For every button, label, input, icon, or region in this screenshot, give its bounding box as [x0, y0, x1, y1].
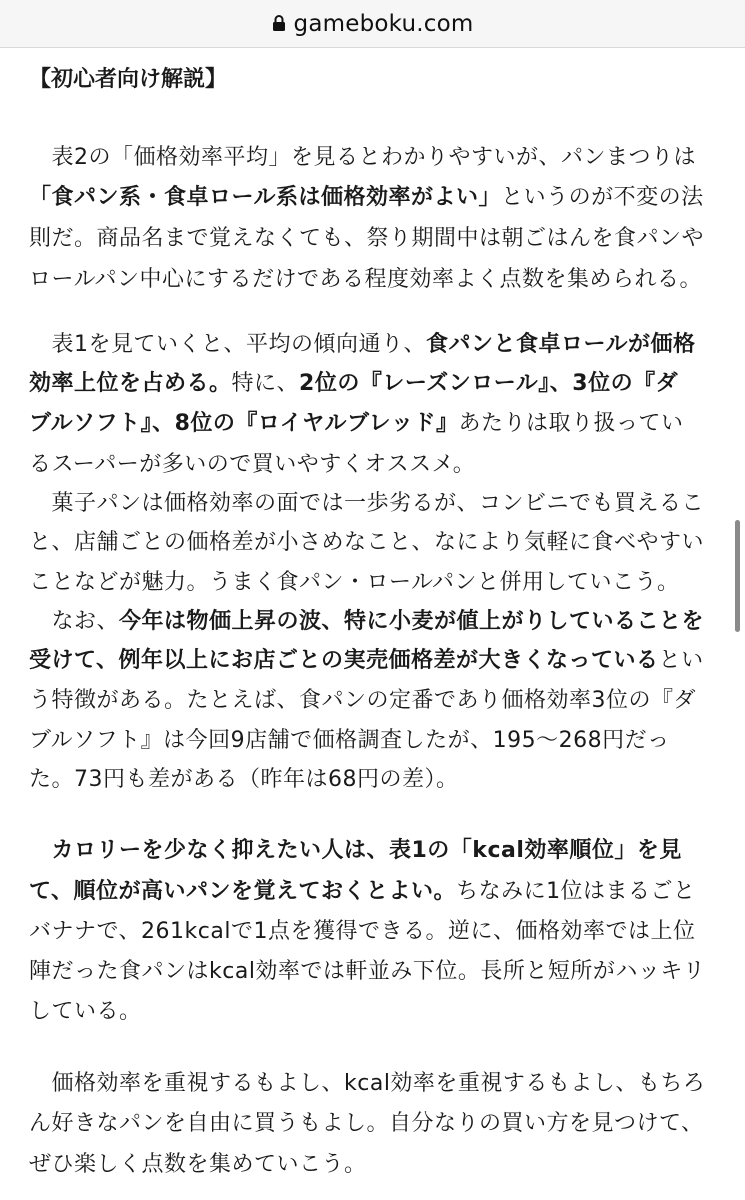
browser-url-bar[interactable] [0, 0, 745, 48]
emphasis-text: 受けて、例年以上にお店ごとの実売価格差が大きくなっている [29, 648, 659, 673]
emphasis-text: ブルソフト』、8位の『ロイヤルブレッド』 [29, 411, 459, 436]
paragraph-line: ロールパン中心にするだけである程度効率よく点数を集められる。 [29, 267, 703, 292]
section-heading: 【初心者向け解説】 [29, 67, 228, 92]
emphasis-text: 「食パン系・食卓ロール系は価格効率がよい」 [29, 185, 502, 210]
emphasis-text: カロリーを少なく抑えたい人は、表1の「kcal効率順位」を見 [29, 838, 682, 863]
paragraph-line: ん好きなパンを自由に買うもよし。自分なりの買い方を見つけて、 [29, 1111, 704, 1136]
paragraph-line: 受けて、例年以上にお店ごとの実売価格差が大きくなっているとい [29, 648, 704, 673]
paragraph-line: ぜひ楽しく点数を集めていこう。 [29, 1152, 367, 1177]
lock-icon [272, 14, 286, 32]
emphasis-text: 今年は物価上昇の波、特に小麦が値上がりしていることを [119, 609, 705, 634]
paragraph-line: て、順位が高いパンを覚えておくとよい。ちなみに1位はまるごと [29, 879, 696, 904]
emphasis-text: 食パンと食卓ロールが価格 [426, 332, 696, 357]
paragraph-line: 則だ。商品名まで覚えなくても、祭り期間中は朝ごはんを食パンや [29, 226, 705, 251]
paragraph-line: 価格効率を重視するもよし、kcal効率を重視するもよし、もちろ [29, 1071, 706, 1096]
emphasis-text: 効率上位を占める。 [29, 371, 232, 396]
paragraph-line: るスーパーが多いので買いやすくオススメ。 [29, 452, 476, 477]
paragraph-line: ブルソフト』は今回9店舗で価格調査したが、195〜268円だっ [29, 728, 670, 753]
paragraph-line: 陣だった食パンはkcal効率では軒並み下位。長所と短所がハッキリ [29, 959, 706, 984]
paragraph-line: 表1を見ていくと、平均の傾向通り、食パンと食卓ロールが価格 [29, 332, 696, 357]
paragraph-line: 効率上位を占める。特に、2位の『レーズンロール』、3位の『ダ [29, 371, 679, 396]
paragraph-line: ことなどが魅力。うまく食パン・ロールパンと併用していこう。 [29, 570, 680, 595]
domain-text: gameboku.com [293, 10, 474, 37]
paragraph-line: 「食パン系・食卓ロール系は価格効率がよい」というのが不変の法 [29, 185, 704, 210]
paragraph-line: ブルソフト』、8位の『ロイヤルブレッド』あたりは取り扱ってい [29, 411, 684, 436]
paragraph-line: なお、今年は物価上昇の波、特に小麦が値上がりしていることを [29, 609, 705, 634]
emphasis-text: て、順位が高いパンを覚えておくとよい。 [29, 879, 457, 904]
article-body[interactable] [0, 48, 745, 1200]
paragraph-line: バナナで、261kcalで1点を獲得できる。逆に、価格効率では上位 [29, 919, 696, 944]
paragraph-line: 菓子パンは価格効率の面では一歩劣るが、コンビニでも買えるこ [29, 491, 705, 516]
paragraph-line: う特徴がある。たとえば、食パンの定番であり価格効率3位の『ダ [29, 688, 696, 713]
emphasis-text: 2位の『レーズンロール』、3位の『ダ [299, 371, 679, 396]
paragraph-line [29, 837, 682, 865]
paragraph-line: と、店舗ごとの価格差が小さめなこと、なにより気軽に食べやすい [29, 530, 705, 555]
paragraph-line: 表2の「価格効率平均」を見るとわかりやすいが、パンまつりは [29, 145, 696, 170]
paragraph-line: している。 [29, 999, 142, 1024]
scrollbar-thumb[interactable] [735, 520, 740, 632]
paragraph-line: た。73円も差がある（昨年は68円の差）。 [29, 767, 459, 792]
